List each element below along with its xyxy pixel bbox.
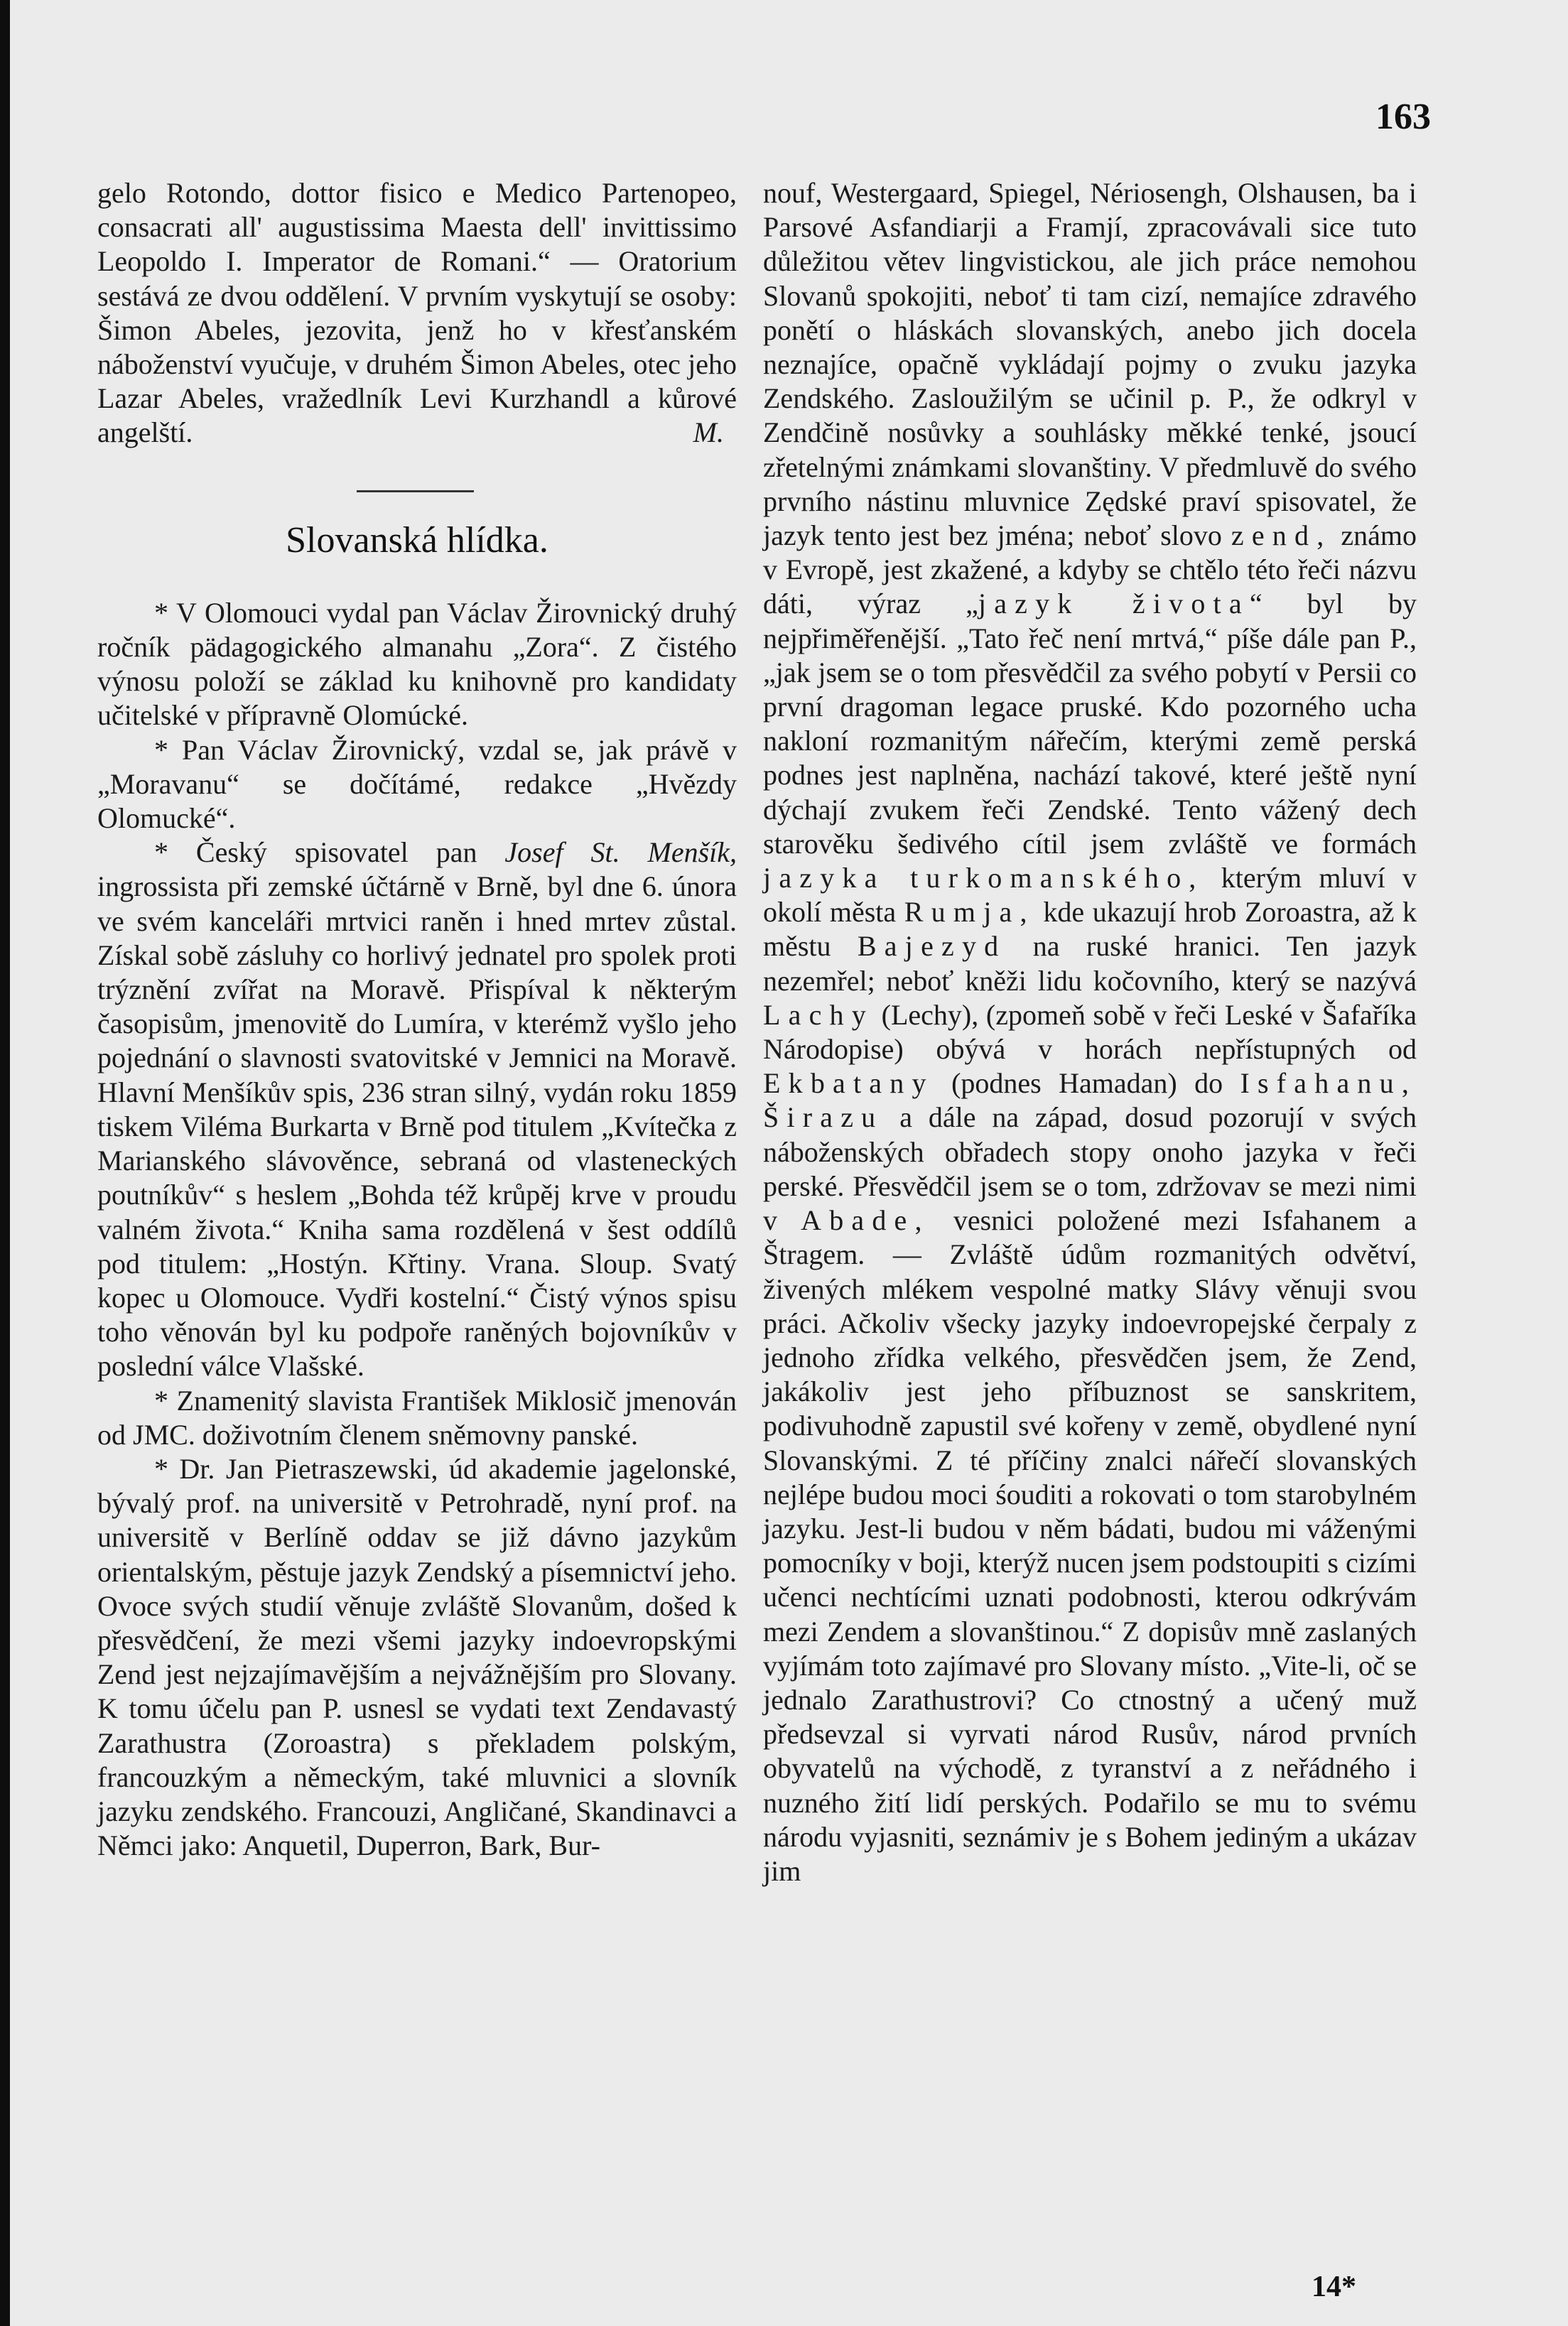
news-item-mensik (97, 835, 737, 1383)
spaced-word-bajezyd: Bajezyd (857, 930, 1007, 963)
left-column (97, 176, 737, 1863)
spaced-word-abade: Abade, (801, 1204, 930, 1237)
news-item-zirovnicky: * Pan Václav Žirovnický, vzdal se, jak právě v „Moravanu“ se dočítámé, redakce „Hvězdy Olomucké“. (97, 733, 737, 835)
zend-text-1: nouf, Westergaard, Spiegel, Nériosengh, Olshausen, ba i Parsové Asfandiarji a Framjí, zpracovávali sice tuto důležitou větev lingvistickou, ale jich práce nemohou Slovanů spokojiti, neboť ti tam cizí, nemajíce zdravého ponětí o hláskách slovanských, anebo jich docela neznajíce, opačně vykládají pojmy o zvuku jazyka Zendského. Zasloužilým se učinil p. P., že odkryl v Zendčině nosůvky a souhlásky měkké tenké, jsoucí zřetelnými známkami slovanštiny. V předmluvě do svého prvního nástinu mluvnice Zędské praví spisovatel, že jazyk tento jest bez jména; neboť slovo (763, 177, 1417, 552)
news-item-miklosic: * Znamenitý slavista František Miklosič jmenován od JMC. doživotním členem sněmovny panské. (97, 1384, 737, 1451)
zend-paragraph (763, 176, 1417, 1888)
section-divider (357, 490, 474, 492)
mensik-name: Josef St. Menšík, (504, 836, 737, 869)
spaced-word-ekbatany: Ekbatany (763, 1067, 934, 1100)
news-item-zora: * V Olomouci vydal pan Václav Žirovnický druhý ročník pädagogického almanahu „Zora“. Z čistého výnosu položí se základ ku knihovně pro kandidaty učitelské v přípravně Olomúcké. (97, 596, 737, 732)
scan-page-edge (0, 0, 10, 2326)
printer-signature-mark: 14* (1312, 2271, 1356, 2303)
section-heading: Slovanská hlídka. (286, 519, 548, 561)
book-page (10, 0, 1568, 2326)
zend-text-3: “ byl by nejpřiměřenější. „Tato řeč není mrtvá,“ píše dále pan P., „jak jsem se o tom přesvědčil za svého pobytí v Persii co první dragoman legace pruské. Kdo pozorného ucha nakloní rozmanitým nářečím, kterými země perská podnes jest naplněna, nachází takové, které ještě nyní dýchají zvukem řeči Zendské. Tento vážený dech starověku šedivého cítil jsem zvláště ve formách (763, 588, 1417, 860)
zend-text-9: a dále na západ, dosud pozorují v svých náboženských obřadech stopy onoho jazyka v řeči perské. Přesvědčil jsem se o tom, zdržovav se mezi nimi v (763, 1101, 1417, 1237)
zend-text-10: vesnici položené mezi Isfahanem a Štragem. — Zvláště údům rozmanitých odvětví, živených mlékem vespolné matky Slávy věnuji svou práci. Ačkoliv všecky jazyky indoevropejské čerpaly z jednoho zřídka velkého, přesvědčen jsem, že Zend, jakákoliv jest jeho příbuznost se sanskritem, podivuhodně zapustil své kořeny v země, obydlené nyní Slovanskými. Z té příčiny znalci nářečí slovanských nejlépe budou moci śouditi a rokovati o tom starobylném jazyku. Jest-li budou v něm bádati, budou mi váženými pomocníky v boji, kterýž nucen jsem podstoupiti s cizími učenci nechtícími uznati podobnosti, kterou odkrývám mezi Zendem a slovanštinou.“ Z dopisův mně zaslaných vyjímám toto zajímavé pro Slovany místo. „Vite-li, oč se jednalo Zarathustrovi? Co ctnostný a učený muž předsevzal si vyrvati národ Rusův, národ prvních obyvatelů na východě, z tyranství a z neřádného i nuzného žití lidí perských. Podařilo se mu to svému národu vyjasniti, seznámiv je s Bohem jediným a ukázav jim (763, 1204, 1417, 1887)
zend-text-6: na ruské hranici. Ten jazyk nezemřel; neboť kněži lidu kočovního, který se nazývá (763, 930, 1417, 997)
spaced-word-zend: zend, (1231, 519, 1332, 552)
author-signature: M. (693, 416, 724, 449)
page-number: 163 (1375, 97, 1431, 137)
spaced-phrase-jazyk-zivota: jazyk života (978, 588, 1250, 620)
news-item-pietraszewski: * Dr. Jan Pietraszewski, úd akademie jagelonské, bývalý prof. na universitě v Petrohradě, nyní prof. na universitě v Berlíně oddav se již dávno jazykům orientalským, pěstuje jazyk Zendský a písemnictví jeho. Ovoce svých studií věnuje zvláště Slovanům, došed k přesvědčení, že mezi všemi jazyky indoevropskými Zend jest nejzajímavějším a nejvážnějším pro Slovany. K tomu účelu pan P. usnesl se vydati text Zendavastý Zarathustra (Zoroastra) s překladem polským, francouzkým a německým, také mluvnici a slovník jazyku zendského. Francouzi, Angličané, Skandinavci a Němci jako: Anquetil, Duperron, Bark, Bur- (97, 1452, 737, 1862)
spaced-word-sirazu: Širazu (763, 1101, 884, 1134)
zend-text-2: známo v Evropě, jest zkažené, a kdyby se chtělo této řeči názvu dáti, výraz „ (763, 519, 1417, 620)
zend-text-7: (Lechy), (zpomeň sobě v řeči Leské v Šafaříka Národopise) obývá v horách nepřístupných od (763, 998, 1417, 1066)
oratorium-paragraph (97, 176, 737, 450)
zend-text-5: kde ukazují hrob Zoroastra, až k městu (763, 896, 1417, 963)
zend-text-4: kterým mluví v okolí města (763, 862, 1417, 929)
spaced-word-lachy: Lachy (763, 998, 874, 1031)
spaced-phrase-turkomanskeho: jazyka turkomanského, (763, 862, 1204, 894)
spaced-word-isfahanu: Isfahanu, (1240, 1067, 1417, 1100)
right-column (763, 176, 1417, 1888)
mensik-text: ingrossista při zemské účtárně v Brně, byl dne 6. února ve svém kanceláři mrtvici raněn i hned mrtev zůstal. Získal sobě zásluhy co horlivý jednatel pro spolek proti trýznění zvířat na Moravě. Přispíval k některým časopisům, jmenovitě do Lumíra, v kterémž vyšlo jeho pojednání o slavnosti svatovitské v Jemnici na Moravě. Hlavní Menšíkův spis, 236 stran silný, vydán roku 1859 tiskem Viléma Burkarta v Brně pod titulem „Kvítečka z Marianského slávověnce, sebraná od vlasteneckých poutníkův“ s heslem „Bohda též krůpěj krve v proudu valném života.“ Kniha sama rozdělená v šest oddílů pod titulem: „Hostýn. Křtiny. Vrana. Sloup. Svatý kopec u Olomouce. Vydři kostelní.“ Čistý výnos spisu toho věnován byl ku podpoře raněných bojovníkův v poslední válce Vlašské. (97, 870, 737, 1383)
mensik-intro: * Český spisovatel pan (154, 836, 477, 869)
oratorium-text: gelo Rotondo, dottor fisico e Medico Partenopeo, consacrati all' augustissima Maesta dell' invittissimo Leopoldo I. Imperator de Romani.“ — Oratorium sestává ze dvou oddělení. V prvním vyskytují se osoby: Šimon Abeles, jezovita, jenž ho v křesťanském náboženství vyučuje, v druhém Šimon Abeles, otec jeho Lazar Abeles, vražedlník Levi Kurzhandl a kůrové angelští. (97, 177, 737, 449)
spaced-word-rumja: Rumja, (904, 896, 1035, 929)
zend-text-8: (podnes Hamadan) do (951, 1067, 1223, 1100)
